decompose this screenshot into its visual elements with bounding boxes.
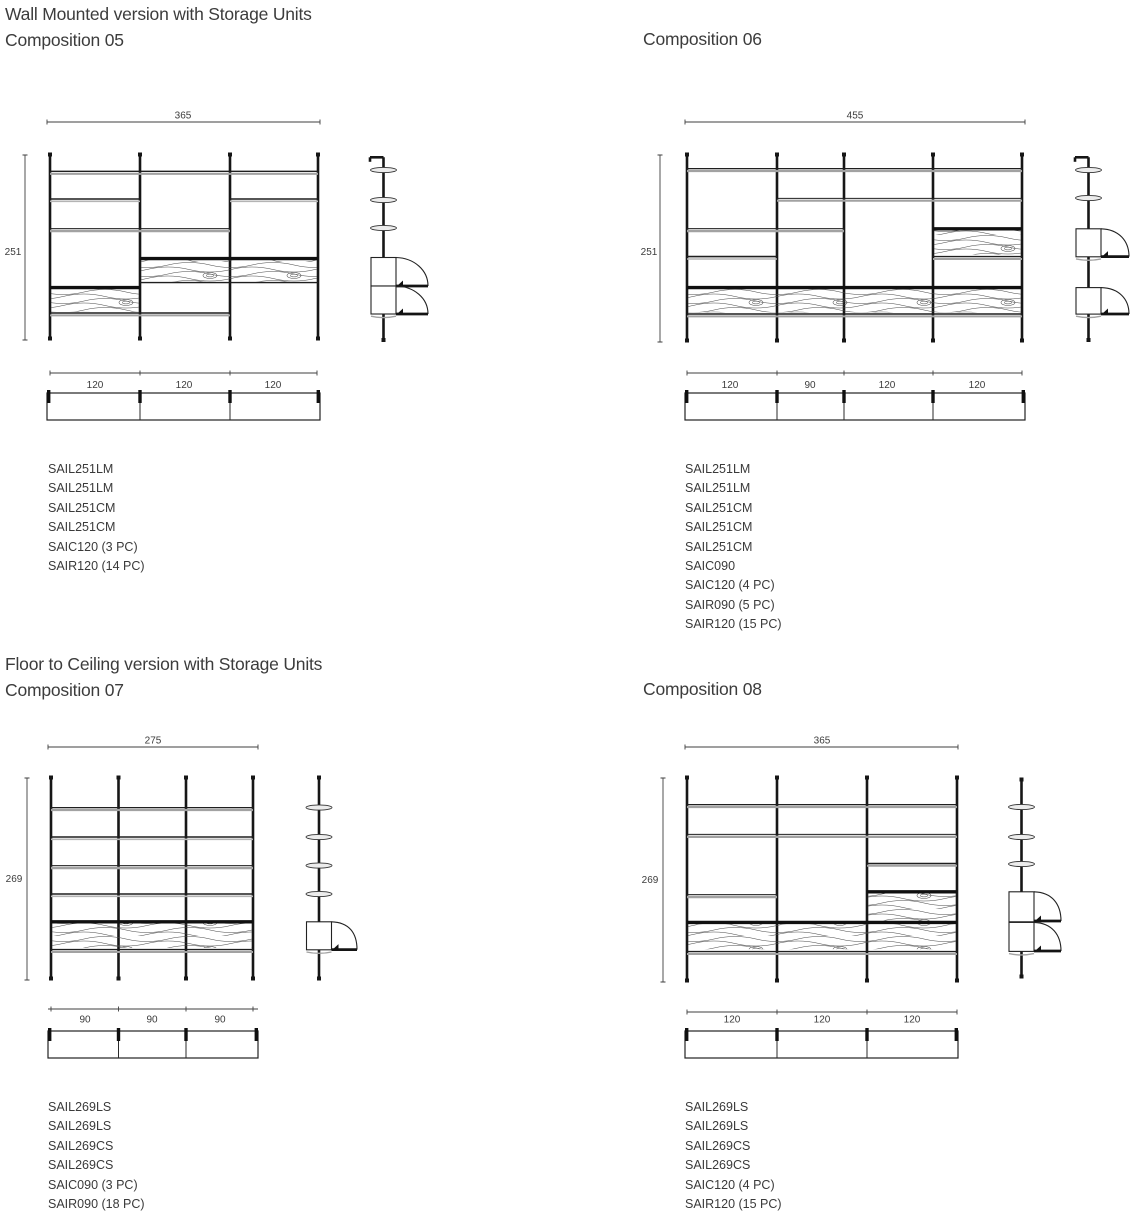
composition-08-drawing xyxy=(630,720,1131,1070)
section-heading-wall-mounted xyxy=(5,2,312,53)
plan-view xyxy=(685,1010,958,1059)
product-code: SAIL251LM xyxy=(48,481,114,496)
bay-width-label: 120 xyxy=(903,1014,921,1026)
plan-view xyxy=(48,1007,258,1059)
width-dimension xyxy=(48,736,258,750)
front-view xyxy=(48,153,320,341)
product-code: SAIL269CS xyxy=(48,1138,114,1153)
width-label: 365 xyxy=(813,735,831,747)
product-code: SAIL251CM xyxy=(685,500,753,515)
width-label: 275 xyxy=(144,735,162,747)
width-label: 365 xyxy=(174,110,192,122)
composition-06-drawing xyxy=(630,100,1131,430)
bay-width-label: 90 xyxy=(804,380,816,391)
storage-band xyxy=(687,288,1022,317)
storage-side-upper xyxy=(371,258,428,287)
height-dimension xyxy=(5,155,28,340)
plan-view xyxy=(685,371,1025,421)
height-dimension xyxy=(6,778,30,980)
product-code: SAIL251CM xyxy=(685,520,753,535)
storage-unit-lower xyxy=(50,288,140,313)
storage-unit-upper xyxy=(140,259,318,283)
width-dimension xyxy=(47,111,320,125)
product-code: SAIR120 (15 PC) xyxy=(685,617,782,632)
section-title: Floor to Ceiling version with Storage Units xyxy=(5,654,323,674)
height-dimension xyxy=(641,155,663,342)
width-dimension xyxy=(685,111,1025,125)
height-label: 251 xyxy=(640,247,658,258)
product-code: SAIR120 (14 PC) xyxy=(48,559,145,574)
bay-width-label: 120 xyxy=(264,380,282,391)
product-code: SAIR120 (15 PC) xyxy=(685,1197,782,1212)
product-code: SAIR090 (18 PC) xyxy=(48,1197,145,1212)
product-code: SAIL269LS xyxy=(685,1119,749,1134)
product-code: SAIR090 (5 PC) xyxy=(685,597,775,612)
composition-07-title: Composition 07 xyxy=(5,679,124,700)
product-code: SAIL251LM xyxy=(48,462,114,476)
product-code: SAIC120 (4 PC) xyxy=(685,1177,775,1192)
plan-view xyxy=(47,371,320,421)
bay-width-label: 120 xyxy=(86,380,104,391)
side-view xyxy=(1009,778,1062,979)
bay-width-label: 120 xyxy=(813,1014,831,1026)
product-code: SAIC120 (3 PC) xyxy=(48,539,138,554)
bay-width-label: 120 xyxy=(878,380,896,391)
product-code: SAIL251CM xyxy=(48,500,116,515)
storage-band xyxy=(687,922,957,954)
bay-width-label: 120 xyxy=(723,1014,741,1026)
composition-05-drawing xyxy=(0,100,450,430)
width-label: 455 xyxy=(846,110,864,122)
product-code: SAIL269CS xyxy=(685,1138,751,1153)
storage-band xyxy=(51,922,253,952)
height-label: 251 xyxy=(4,247,22,258)
product-code: SAIL269LS xyxy=(48,1100,112,1114)
composition-05-codes xyxy=(48,460,145,576)
storage-unit-upper xyxy=(933,229,1022,259)
product-code: SAIC090 xyxy=(685,559,736,574)
storage-side-upper xyxy=(1009,892,1061,922)
bay-width-label: 90 xyxy=(79,1014,91,1026)
section-heading-floor-to-ceiling xyxy=(5,652,322,703)
bay-width-label: 90 xyxy=(146,1014,158,1026)
product-code: SAIC090 (3 PC) xyxy=(48,1177,138,1192)
height-dimension xyxy=(642,778,666,982)
composition-06-codes xyxy=(685,460,782,635)
height-label: 269 xyxy=(5,874,23,885)
bay-width-label: 120 xyxy=(968,380,986,391)
composition-08-codes xyxy=(685,1098,782,1214)
product-code: SAIC120 (4 PC) xyxy=(685,578,775,593)
front-view xyxy=(49,776,255,981)
front-view xyxy=(685,776,959,983)
composition-08-title: Composition 08 xyxy=(643,679,762,699)
side-view xyxy=(1075,157,1129,342)
product-code: SAIL269CS xyxy=(685,1158,751,1173)
product-code: SAIL269CS xyxy=(48,1158,114,1173)
composition-07-codes xyxy=(48,1098,145,1214)
width-dimension xyxy=(685,736,958,750)
storage-side-lower xyxy=(371,286,428,318)
bay-width-label: 90 xyxy=(214,1014,226,1026)
product-code: SAIL251CM xyxy=(685,539,753,554)
side-view xyxy=(306,776,357,981)
height-label: 269 xyxy=(641,875,659,886)
composition-07-drawing xyxy=(0,720,400,1070)
front-view xyxy=(685,153,1024,343)
storage-side-lower xyxy=(1009,922,1061,955)
product-code: SAIL251CM xyxy=(48,520,116,535)
bay-width-label: 120 xyxy=(721,380,739,391)
product-code: SAIL269LS xyxy=(685,1100,749,1114)
product-code: SAIL251LM xyxy=(685,462,751,476)
composition-06-title: Composition 06 xyxy=(643,29,762,49)
storage-side xyxy=(307,922,358,954)
product-code: SAIL269LS xyxy=(48,1119,112,1134)
section-title: Wall Mounted version with Storage Units xyxy=(5,4,312,24)
side-view xyxy=(370,157,428,342)
composition-05-title: Composition 05 xyxy=(5,29,124,50)
storage-side-upper xyxy=(1076,229,1129,260)
storage-side-lower xyxy=(1076,288,1129,318)
product-code: SAIL251LM xyxy=(685,481,751,496)
bay-width-label: 120 xyxy=(175,380,193,391)
storage-unit-upper xyxy=(867,892,957,921)
